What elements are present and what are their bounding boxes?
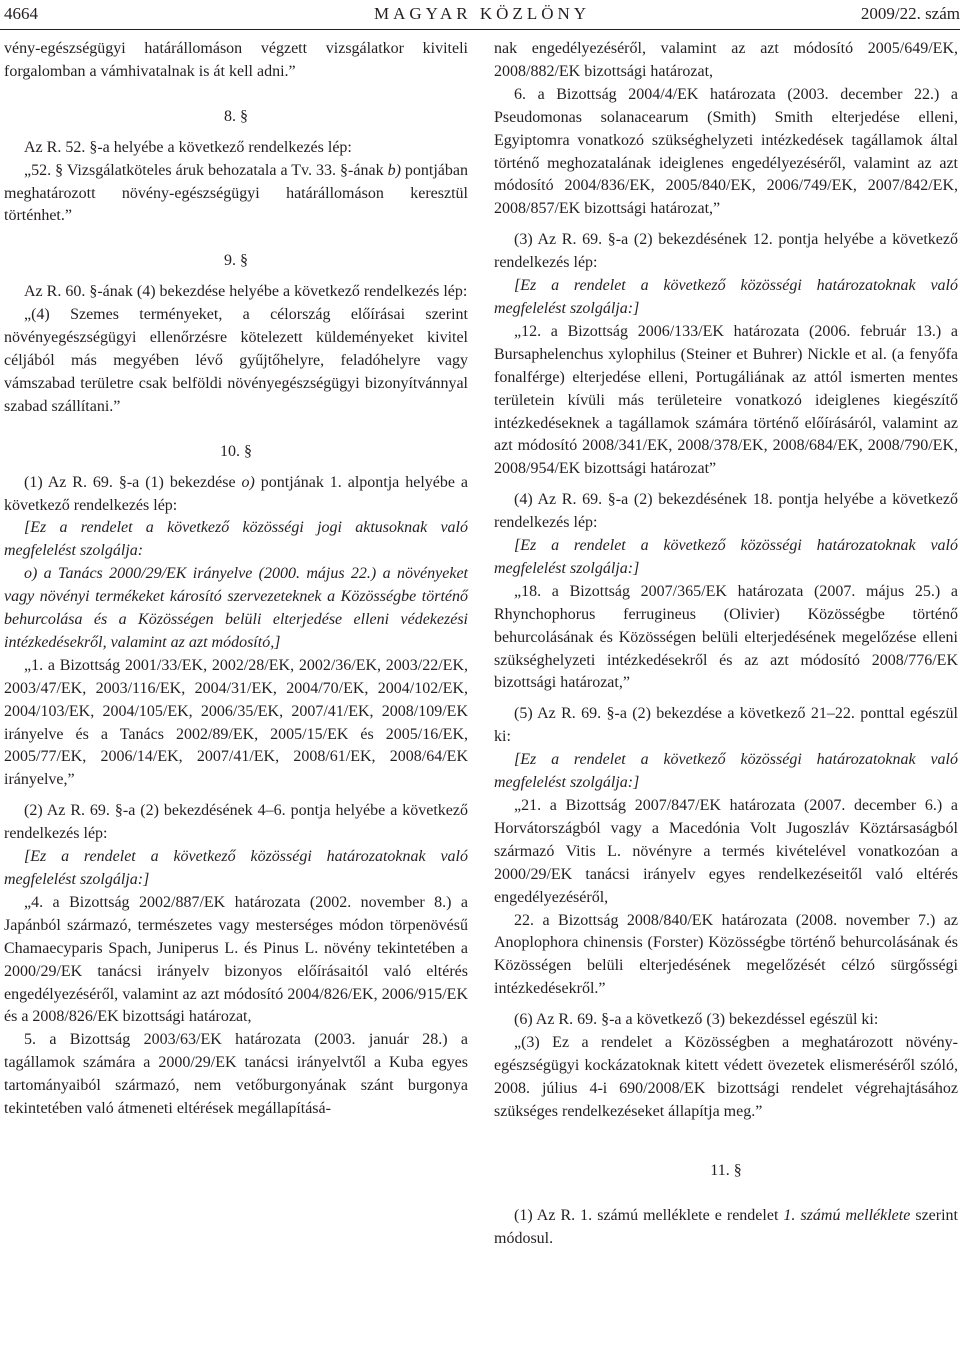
paragraph: [Ez a rendelet a következő közösségi jogi aktusoknak való megfelelést szolgálja: (4, 519, 468, 560)
paragraph: „4. a Bizottság 2002/887/EK határozata (2002. november 8.) a Japánból származó, természetes vagy mesterséges módon törpenövésű Chamaecyparis Spach, Juniperus L. és Pinus L. növény tekintetében a 2000/29/EK tanácsi irányelv bizonyos előírásaitól való eltérés engedélyezéséről, valamint az azt módosító 2004/826/EK, 2006/915/EK és a 2008/826/EK bizottsági határozat, (4, 893, 468, 1026)
section-heading-11: 11. § (710, 1161, 742, 1179)
issue-number: 2009/22. szám (860, 4, 960, 23)
paragraph: o) a Tanács 2000/29/EK irányelve (2000. május 22.) a növényeket vagy növényi termékeket károsító szervezeteknek a Közösségbe történő behurcolása és a Közösségen belüli elterjedése elleni védekezési intézkedésekről, valamint az azt módosító,] (4, 565, 468, 651)
paragraph: vény-egészségügyi határállomáson végzett vizsgálatkor kiviteli forgalomban a vámhivatalnak is át kell adni.” (4, 40, 468, 80)
header-rule (0, 29, 960, 30)
paragraph: (6) Az R. 69. §-a a következő (3) bekezdéssel egészül ki: (514, 1011, 879, 1029)
paragraph: [Ez a rendelet a következő közösségi határozatoknak való megfelelést szolgálja:] (4, 848, 468, 888)
page-header (4, 2, 960, 28)
paragraph: „1. a Bizottság 2001/33/EK, 2002/28/EK, 2002/36/EK, 2003/22/EK, 2003/47/EK, 2003/116/EK, 2004/31/EK, 2004/70/EK, 2004/102/EK, 2004/103/EK, 2004/105/EK, 2006/35/EK, 2007/41/EK, 2008/109/EK irányelve és a Tanács 2002/89/EK, 2005/15/EK és 2005/16/EK, 2005/77/EK, 2006/14/EK, 2007/41/EK, 2008/61/EK, 2008/64/EK irányelve,” (4, 656, 468, 789)
section-heading-10: 10. § (220, 442, 252, 460)
paragraph: „(3) Ez a rendelet a Közösségben a meghatározott növény-egészségügyi kockázatoknak kitett védett övezetek elismeréséről szóló, 2008. július 4-i 690/2008/EK bizottsági rendelet végrehajtásához szükséges rendelkezéseket állapítja meg.” (494, 1034, 958, 1120)
section-heading-9: 9. § (224, 252, 248, 270)
paragraph: [Ez a rendelet a következő közösségi határozatoknak való megfelelést szolgálja:] (494, 751, 958, 792)
paragraph: „52. § Vizsgálatköteles áruk behozatala a Tv. 33. §-ának b) pontjában meghatározott növény-egészségügyi határállomáson keresztül történhet.” (4, 161, 469, 225)
paragraph: (2) Az R. 69. §-a (2) bekezdésének 4–6. pontja helyébe a következő rendelkezés lép: (4, 802, 468, 843)
paragraph: (3) Az R. 69. §-a (2) bekezdésének 12. pontja helyébe a következő rendelkezés lép: (494, 231, 958, 272)
left-column (4, 38, 468, 1121)
paragraph: 22. a Bizottság 2008/840/EK határozata (2008. november 7.) az Anoplophora chinensis (Forster) Közösségbe történő behurcolásának és Közösségen belüli elterjedésének megelőzését célzó sürgősségi intézkedésekről.” (494, 911, 958, 998)
page-number: 4664 (4, 4, 38, 23)
section-heading-8: 8. § (224, 107, 248, 125)
paragraph: [Ez a rendelet a következő közösségi határozatoknak való megfelelést szolgálja:] (494, 277, 958, 317)
paragraph: (4) Az R. 69. §-a (2) bekezdésének 18. pontja helyébe a következő rendelkezés lép: (494, 491, 958, 532)
paragraph: [Ez a rendelet a következő közösségi határozatoknak való megfelelést szolgálja:] (494, 537, 958, 577)
paragraph: nak engedélyezéséről, valamint az azt módosító 2005/649/EK, 2008/882/EK bizottsági határozat, (494, 40, 958, 80)
journal-title: MAGYAR KÖZLÖNY (373, 4, 591, 23)
paragraph: 5. a Bizottság 2003/63/EK határozata (2003. január 28.) a tagállamok számára a 2000/29/EK tanácsi irányelvtől a Kuba egyes tartományaiból származó, nem vetőburgonyának szánt burgonya tekintetében való átmeneti eltérések megállapításá- (4, 1031, 468, 1118)
paragraph: Az R. 52. §-a helyébe a következő rendelkezés lép: (24, 138, 352, 156)
paragraph: „21. a Bizottság 2007/847/EK határozata (2007. december 6.) a Horvátországból vagy a Macedónia Volt Jugoszláv Köztársaságból származó Vitis L. növényre a termés kivételével vonatkozóan a 2000/29/EK tanácsi irányelv egyes rendelkezéseitől való eltérés engedélyezéséről, (494, 797, 958, 906)
paragraph: 6. a Bizottság 2004/4/EK határozata (2003. december 22.) a Pseudomonas solanacearum (Smith) Smith elterjedése elleni, Egyiptomra vonatkozó szükséghelyzeti intézkedések tagállamok által történő meghozatalának ideiglenes engedélyezéséről, valamint az azt módosító 2004/836/EK, 2005/840/EK, 2006/749/EK, 2007/842/EK, 2008/857/EK bizottsági határozat,” (494, 85, 958, 218)
paragraph: (1) Az R. 69. §-a (1) bekezdése o) pontjának 1. alpontja helyébe a következő rendelkezés lép: (4, 473, 469, 514)
paragraph: (1) Az R. 1. számú melléklete e rendelet 1. számú melléklete szerint módosul. (494, 1206, 958, 1247)
paragraph: (5) Az R. 69. §-a (2) bekezdése a következő 21–22. ponttal egészül ki: (494, 705, 958, 746)
paragraph: „(4) Szemes terményeket, a célország előírásai szerint növényegészségügyi ellenőrzésre kötelezett küldeményeket kivitel céljából más megyében lévő gyűjtőhelyre, feladóhelyre vagy vámszabad területre csak belföldi növényegészségügyi bizonyítvánnyal szabad szállítani.” (4, 306, 468, 415)
right-column (494, 38, 958, 1250)
paragraph: „12. a Bizottság 2006/133/EK határozata (2006. február 13.) a Bursaphelenchus xylophilus (Steiner et Buhrer) Nickle et al. (a fenyőfa fonalférge) elterjedése elleni, Portugáliának az attól ismerten mentes területein kívüli más területeire vonatkozó ideiglenes kiegészítő intézkedéseknek a tagállamok számára történő előírásáról, valamint az azt módosító 2008/341/EK, 2008/378/EK, 2008/684/EK, 2008/790/EK, 2008/954/EK bizottsági határozat” (494, 322, 958, 478)
paragraph: Az R. 60. §-ának (4) bekezdése helyébe a következő rendelkezés lép: (24, 283, 468, 301)
paragraph: „18. a Bizottság 2007/365/EK határozata (2007. május 25.) a Rhynchophorus ferrugineus (Olivier) Közösségbe történő behurcolásának és Közösségen belüli elterjedésének megelőzése elleni szükséghelyzeti intézkedésekről és az azt módosító 2008/776/EK bizottsági határozat,” (494, 582, 958, 692)
